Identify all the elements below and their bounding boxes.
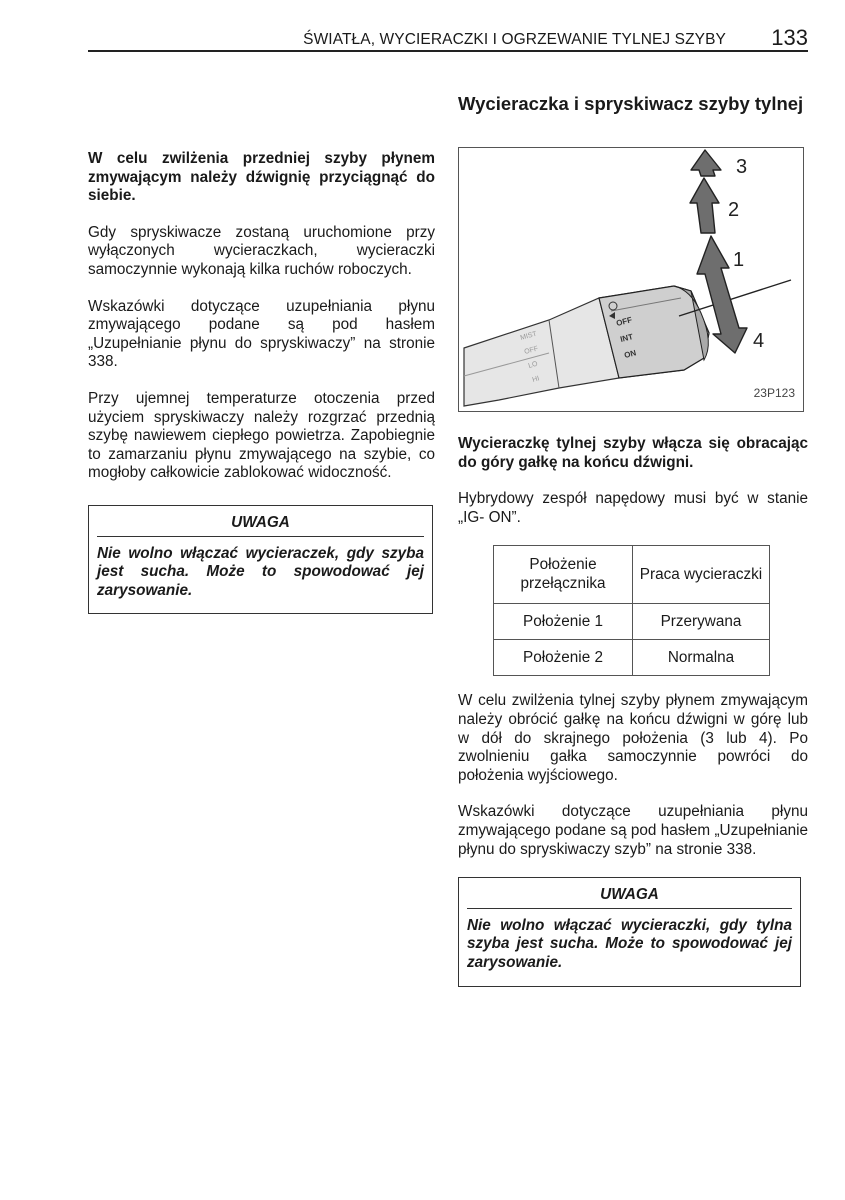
figure-label-4: 4 [753,330,765,352]
left-paragraph-2: Gdy spryskiwacze zostaną uruchomione przy wyłączonych wycieraczkach, wycieraczki samoczynnie wykonają kilka ruchów roboczych. [88,223,435,278]
table-row [494,604,770,640]
header-title: ŚWIATŁA, WYCIERACZKI I OGRZEWANIE TYLNEJ SZYBY [303,31,726,48]
warning-text: Nie wolno włączać wycieraczki, gdy tylna szyba jest sucha. Może to spowodować jej zarysowanie. [467,916,792,971]
section-heading: Wycieraczka i spryskiwacz szyby tylnej [458,93,804,114]
warning-title: UWAGA [467,886,792,909]
switch-position-table [493,545,770,676]
table-header: Położenie przełącznika [494,546,633,604]
wiper-lever-illustration [459,148,805,413]
right-paragraph-1: Wycieraczkę tylnej szyby włącza się obracając do góry gałkę na końcu dźwigni. [458,435,808,471]
figure-label-3: 3 [736,156,748,178]
figure-label-2: 2 [728,199,740,221]
warning-text: Nie wolno włączać wycieraczek, gdy szyba jest sucha. Może to spowodować jej zarysowanie. [97,544,424,599]
right-paragraph-2: Hybrydowy zespół napędowy musi być w stanie „IG- ON”. [458,490,808,526]
right-paragraph-3: W celu zwilżenia tylnej szyby płynem zmywającym należy obrócić gałkę na końcu dźwigni w górę lub w dół do skrajnego położenia (3 lub 4). Po zwolnieniu gałka samoczynnie powróci do położenia wyjściowego. [458,692,808,784]
knob-mark-on: ON [623,348,638,360]
left-column [88,150,435,614]
left-paragraph-1: W celu zwilżenia przedniej szyby płynem zmywającym należy dźwignię przyciągnąć do siebie. [88,150,435,205]
figure-code: 23P123 [753,386,795,401]
table-header: Praca wycieraczki [633,546,770,604]
lever-mark-mist: MIST [519,330,538,342]
knob-mark-int: INT [619,332,634,344]
warning-box-left [88,505,433,614]
lever-mark-off: OFF [523,345,540,356]
right-paragraph-4: Wskazówki dotyczące uzupełniania płynu zmywającego podane są pod hasłem „Uzupełnianie płynu do spryskiwaczy szyb” na stronie 338. [458,803,808,858]
table-row [494,640,770,676]
table-cell: Położenie 2 [494,640,633,676]
left-paragraph-4: Przy ujemnej temperaturze otoczenia przed użyciem spryskiwaczy należy rozgrzać przednią szybę nawiewem ciepłego powietrza. Zapobiegnie to zamarzaniu płynu zmywającego na szybie, co mogłoby całkowicie zablokować widoczność. [88,389,435,482]
lever-mark-lo: LO [527,360,539,370]
left-paragraph-3: Wskazówki dotyczące uzupełniania płynu zmywającego podane są pod hasłem „Uzupełnianie płynu do spryskiwaczy” na stronie 338. [88,297,435,371]
right-column [458,92,808,987]
table-header-row [494,546,770,604]
table-cell: Położenie 1 [494,604,633,640]
lever-mark-hi: HI [531,375,541,384]
knob-mark-off: OFF [615,315,634,328]
figure-label-1: 1 [733,249,745,271]
warning-title: UWAGA [97,514,424,537]
page-number: 133 [771,25,808,50]
wiper-lever-figure [458,147,804,412]
page-header [88,26,808,52]
table-cell: Normalna [633,640,770,676]
warning-box-right [458,877,801,986]
table-cell: Przerywana [633,604,770,640]
